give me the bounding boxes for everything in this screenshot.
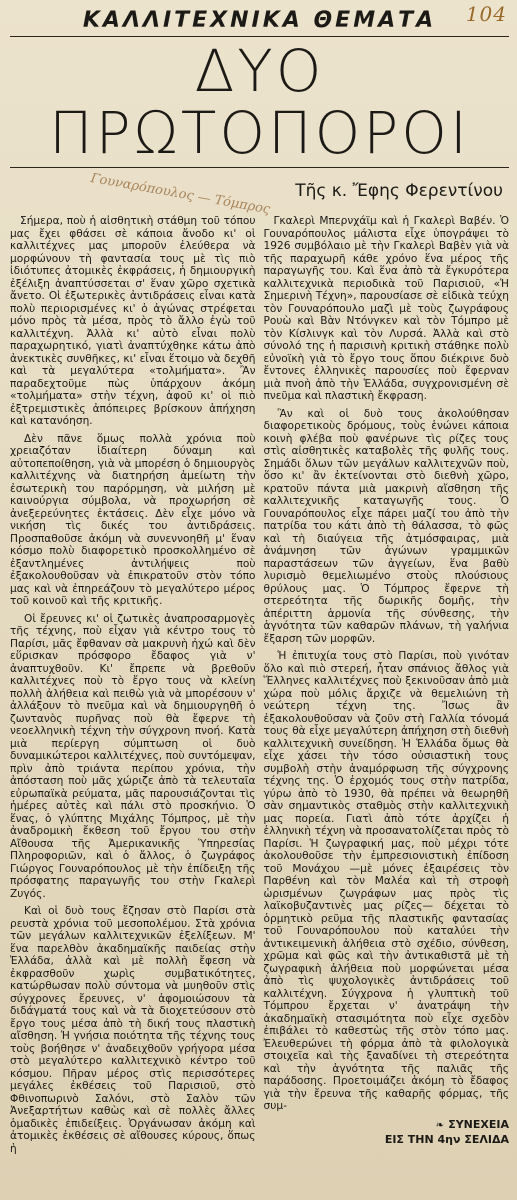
paragraph: Οἱ ἔρευνες κι' οἱ ζωτικὲς ἀναπροσαρμογὲς τῆς τέχνης, ποὺ εἶχαν γιὰ κέντρο τους τὸ Παρίσι, μᾶς ἔφθαναν σὰ μακρυνὴ ἠχώ καὶ δὲν εὕρισκαν πρόσφορο ἔδαφος γιὰ ν' ἀναπτυχθοῦν. Κι' ἔπρεπε νὰ βρεθοῦν καλλιτέχνες ποὺ τὸ ἔργο τους νὰ κλείνη πολλὴ ἀλήθεια καὶ πειθὼ γιὰ νὰ μπορέσουν ν' ἀλλάξουν τὸ πνεῦμα καὶ νὰ δημιουργηθῆ ὁ ζωντανὸς πυρῆνας ποὺ θὰ ἔφερνε τὴ νεοελληνικὴ τέχνη τὴν σύγχρονη πνοή. Κατὰ μιὰ περίεργη σύμπτωση οἱ δυὸ δυναμικώτεροι καλλιτέχνες, ποὺ συντόμεψαν, πρὶν ἀπὸ τριάντα περίπου χρόνια, τὴν ἀπόσταση ποὺ μᾶς χώριζε ἀπὸ τὰ τελευταῖα εὐρωπαϊκὰ ρεύματα, μᾶς παρουσιάζονται τὶς ἡμέρες αὐτὲς καὶ πάλι στὸ προσκήνιο. Ὁ ἕνας, ὁ γλύπτης Μιχάλης Τόμπρος, μὲ τὴν ἀναδρομικὴ ἔκθεση τοῦ ἔργου του στὴν Αἴθουσα τῆς Ἀμερικανικῆς Ὑπηρεσίας Πληροφοριῶν, καὶ ὁ ἄλλος, ὁ ζωγράφος Γιώργος Γουναρόπουλος μὲ τὴν ἐπίδειξη τῆς πρόσφατης παραγωγῆς του στὴν Γκαλερὶ Ζυγός. [10, 612, 256, 900]
handwritten-note: Γουναρόπουλος — Τόμπρος [89, 171, 272, 218]
paragraph: Γκαλερὶ Μπερνχάϊμ καὶ ἡ Γκαλερὶ Βαβέν. Ὁ Γουναρόπουλος μάλιστα εἶχε ὑπογράψει τὸ 1926 συμβόλαιο μὲ τὴν Γκαλερὶ Βαβὲν γιὰ νὰ τῆς παραχωρῆ κάθε χρόνο ἕνα μέρος τῆς παραγωγῆς του. Καὶ ἕνα ἀπὸ τὰ ἔγκυρότερα καλλιτεχνικὰ περιοδικὰ τοῦ Παρισιοῦ, «Ἡ Σημερινὴ Τέχνη», παρουσίασε σὲ εἰδικὰ τεύχη τὸν Γουναρόπουλο μαζὶ μὲ τοὺς ζωγράφους Ρουὼ καὶ Βὰν Ντόνγκεν καὶ τὸν Τόμπρο μὲ τὸν Κίσλινγκ καὶ τὸν Λυρσά. Ἀλλὰ καὶ στὸ σύνολό της ἡ παρισινὴ κριτικὴ στάθηκε πολὺ εὐνοϊκὴ γιὰ τὸ ἔργο τους ὅπου διέκρινε δυὸ ἔντονες ἑλληνικὲς παρουσίες ποὺ ἔφερναν μιὰ πνοὴ ἀπὸ τὴν Ἑλλάδα, συγχρονισμένη σὲ πνεῦμα καὶ πλαστικὴ ἔκφραση. [263, 215, 509, 402]
leaf-ornament-icon: ❧ [435, 1119, 445, 1131]
paragraph: Ἡ ἐπιτυχία τους στὸ Παρίσι, ποὺ γινόταν ὅλο καὶ πιὸ στερεή, ἦταν σπάνιος ἄθλος γιὰ Ἕλληνες καλλιτέχνες ποὺ ξεκινοῦσαν ἀπὸ μιὰ χώρα ποὺ μόλις ἄρχιζε νὰ θεμελιώνη τὴ νεώτερη τέχνη της. Ἴσως ἂν ἐξακολουθοῦσαν νὰ ζοῦν στὴ Γαλλία τόνομά τους θὰ εἶχε μεγαλύτερη ἀπήχηση στὴ διεθνὴ καλλιτεχνικὴ συνείδηση. Ἡ Ἑλλάδα ὅμως θὰ εἶχε χάσει τὴν τόσο οὐσιαστικὴ τους συμβολὴ στὴν ἀναμόρφωση τῆς σύγχρονης τέχνης της. Ὁ ἐρχομός τους στὴν πατρίδα, γύρω ἀπὸ τὸ 1930, θὰ πρέπει νὰ θεωρηθῆ σὰν σημαντικὸς σταθμὸς στὴν καλλιτεχνικὴ μας πορεία. Γιατὶ ἀπὸ τότε ἀρχίζει ἡ ἑλληνικὴ τέχνη νὰ προσανατολίζεται πρὸς τὸ Παρίσι. Ἡ ζωγραφική μας, ποὺ μέχρι τότε ἀκολουθοῦσε τὴν ἐμπρεσιονιστικὴ ἐπίδοση τοῦ Μονάχου —μὲ μόνες ἐξαιρέσεις τὸν Παρθένη καὶ τὸν Μαλέα καὶ τὴ στροφὴ ὡρισμένων ζωγράφων μας πρὸς τὶς λαϊκοβυζαντινὲς μας ρίζες— δέχεται τὸ ὁρμητικὸ ρεῦμα τῆς πλαστικῆς φαντασίας τοῦ Γουναρόπουλου ποὺ καταλύει τὴν ἀντικειμενικὴ ἀλήθεια στὸ σχέδιο, σύνθεση, χρῶμα καὶ φῶς καὶ τὴν ἀντικαθιστᾶ μὲ τὴ ζωγραφικὴ ἀλήθεια ποὺ μορφώνεται μέσα ἀπὸ τὶς ψυχολογικὲς ἀντιδράσεις τοῦ καλλιτέχνη. Σύγχρονα ἡ γλυπτικὴ τοῦ Τόμπρου ἔρχεται ν' ἀνατράψη τὴν ἀκαδημαϊκὴ στασιμότητα ποὺ εἶχε σχεδὸν ἐπιβάλει τὸ καθεστὼς τῆς στὸν τόπο μας. Ἐλευθερώνει τὴ φόρμα ἀπὸ τὰ φιλολογικὰ στοιχεῖα καὶ τὴς ξαναδίνει τὴ στερεότητα καὶ τὴν ἁγνότητα τῆς παλιᾶς τῆς παράδοσης. Προετοιμάζει ἀκόμη τὸ ἔδαφος γιὰ τὴν ἔρευνα τῆς καθαρῆς φόρμας, τῆς συμ- [263, 650, 509, 1112]
section-kicker: ΚΑΛΛΙΤΕΧΝΙΚΑ ΘΕΜΑΤΑ [82, 8, 437, 33]
article-columns [8, 215, 511, 1160]
paragraph: Καὶ οἱ δυὸ τους ἔζησαν στὸ Παρίσι στὰ ρευστὰ χρόνια τοῦ μεσοπολέμου. Στὰ χρόνια τῶν μεγάλων καλλιτεχνικῶν ἐξελίξεων. Μ' ἕνα παρελθὸν ἀκαδημαϊκῆς παιδείας στὴν Ἑλλάδα, ἀλλὰ καὶ μὲ πολλὴ ἔφεση νὰ ἐκφρασθοῦν χωρὶς συμβατικότητες, κατώρθωσαν πολὺ σύντομα νὰ μυηθοῦν στὶς σύγχρονες ἔρευνες, ν' ἀφομοιώσουν τὰ διδάγματά τους καὶ νὰ τὰ διοχετεύσουν στὸ ἔργο τους μέσα ἀπὸ τὴ δική τους πλαστικὴ αἴσθηση. Ἡ γνήσια ποιότητα τῆς τέχνης τους τοὺς βοήθησε ν' ἀναδειχθοῦν γρήγορα μέσα στὸ μεγαλύτερο καλλιτεχνικὸ κέντρο τοῦ κόσμου. Πῆραν μέρος στὶς περισσότερες μεγάλες ἐκθέσεις τοῦ Παρισιοῦ, στὸ Φθινοπωρινὸ Σαλόνι, στὸ Σαλὸν τῶν Ἀνεξαρτήτων καθὼς καὶ σὲ πολλὲς ἄλλες ὁμαδικὲς ἐπιδείξεις. Ὀργάνωσαν ἀκόμη καὶ ἀτομικὲς ἐκθέσεις σὲ αἴθουσες κύρους, ὅπως ἡ [10, 905, 256, 1155]
article-title: ΔΥΟ ΠΡΩΤΟΠΟΡΟΙ [49, 37, 470, 167]
paragraph: Ἂν καὶ οἱ δυὸ τους ἀκολούθησαν διαφορετικοὺς δρόμους, τοὺς ἑνώνει κάποια κοινὴ φλέβα ποὺ φανέρωνε τὶς ρίζες τους στὶς αἰσθητικὲς καταβολὲς τῆς φυλῆς τους. Σημάδι ὅλων τῶν μεγάλων καλλιτεχνῶν ποὺ, ὅσο κι' ἂν ἐκτείνονται στὸ διεθνὴ χῶρο, κρατοῦν πάντα μιὰ μακρινὴ αἴσθηση τῆς καλλιτεχνικῆς καταγωγῆς τους. Ὁ Γουναρόπουλος εἶχε πάρει μαζί του ἀπὸ τὴν πατρίδα του κάτι ἀπὸ τὴ θάλασσα, τὸ φῶς καὶ τὴ διαύγεια τῆς ἀτμόσφαιρας, μιὰ ἀνάμνηση τῶν ἀγώνων γραμμικῶν παραστάσεων τῶν ἀγγείων, ἕνα βαθὺ λυρισμὸ θεμελιωμένο στοὺς πλούσιους θρύλους μας. Ὁ Τόμπρος ἔφερνε τὴ στερεότητα τῆς δωρικῆς δομῆς, τὴν ἀπέριττη ἁρμονία τῆς σύνθεσης, τὴν ἁγνότητα τῶν καθαρῶν πλάνων, τὴ γαλήνια ἔξαρση τῶν μορφῶν. [263, 407, 509, 645]
right-column [264, 215, 510, 1160]
continued-label: ΣΥΝΕΧΕΙΑ [448, 1117, 509, 1131]
page-number: 104 [465, 2, 507, 26]
continued-note [264, 1118, 510, 1147]
continued-page-label: ΕΙΣ ΤΗΝ 4ην ΣΕΛΙΔΑ [384, 1132, 509, 1146]
title-rule [10, 167, 509, 168]
author-byline: Τῆς κ. Ἔφης Φερεντίνου [295, 181, 503, 201]
byline-row [8, 171, 511, 218]
left-column [10, 215, 256, 1160]
paragraph: Σήμερα, ποὺ ἡ αἰσθητικὴ στάθμη τοῦ τόπου μας ἔχει φθάσει σὲ κάποια ἄνοδο κι' οἱ καλλιτέχνες μας μποροῦν ἐλεύθερα νὰ μορφώνουν τὴ φαντασία τους μὲ τὶς πιὸ ἰδιότυπες ἀτομικὲς ἐκφράσεις, ἡ δημιουργικὴ ἐξέλιξη ἀναπτύσσεται σ' ἕναν χῶρο σχετικὰ ἄνετο. Οἱ ἐξωτερικὲς ἀντιδράσεις εἶναι κατὰ πολὺ περιορισμένες κι' ὁ ἀγώνας στρέφεται μόνο πρὸς τὰ μέσα, πρὸς τὸ ἄλλο ἐγὼ τοῦ καλλιτέχνη. Ἀλλὰ κι' αὐτὸ εἶναι πολὺ παραχωρητικό, γιατὶ ἀναπτύχθηκε κάτω ἀπὸ ἀνεκτικὲς συνθῆκες, κι' εἶναι ἕτοιμο νὰ δεχθῆ καὶ τὰ μεγαλύτερα «τολμήματα». Ἂν παραδεχτοῦμε πὼς ὑπάρχουν ἀκόμη «τολμήματα» στὴν τέχνη, ἀφοῦ κι' οἱ πιὸ ἐξτρεμιστικὲς ἀπόπειρες βρίσκουν ἀπήχηση καὶ κατανόηση. [10, 215, 256, 427]
paragraph: Δὲν πᾶνε ὅμως πολλὰ χρόνια ποὺ χρειαζόταν ἰδιαίτερη δύναμη καὶ αὐτοπεποίθηση, γιὰ νὰ μπορέση ὁ δημιουργὸς καλλιτέχνης νὰ διατηρήση ἀμείωτη τὴν ἐσωτερικὴ του παρόρμηση, νὰ μιλήση μὲ καινούργια σύμβολα, νὰ προχωρήση σὲ ἀνεξερεύνητες ἐκτάσεις. Δὲν εἶχε μόνο νὰ νικήση τὶς δικές του ἀντιδράσεις. Προσπαθοῦσε ἀκόμη νὰ συνεννοηθῆ μ' ἕναν κόσμο πολὺ διαφορετικὸ προσκολλημένο σὲ ἐξαντλημένες ἀντιλήψεις ποὺ ἐξακολουθοῦσαν νὰ ἐπικρατοῦν στὸν τόπο μας καὶ νὰ ἐπηρεάζουν τὸ μεγαλύτερο μέρος τοῦ κοινοῦ καὶ τῆς κριτικῆς. [10, 432, 256, 607]
